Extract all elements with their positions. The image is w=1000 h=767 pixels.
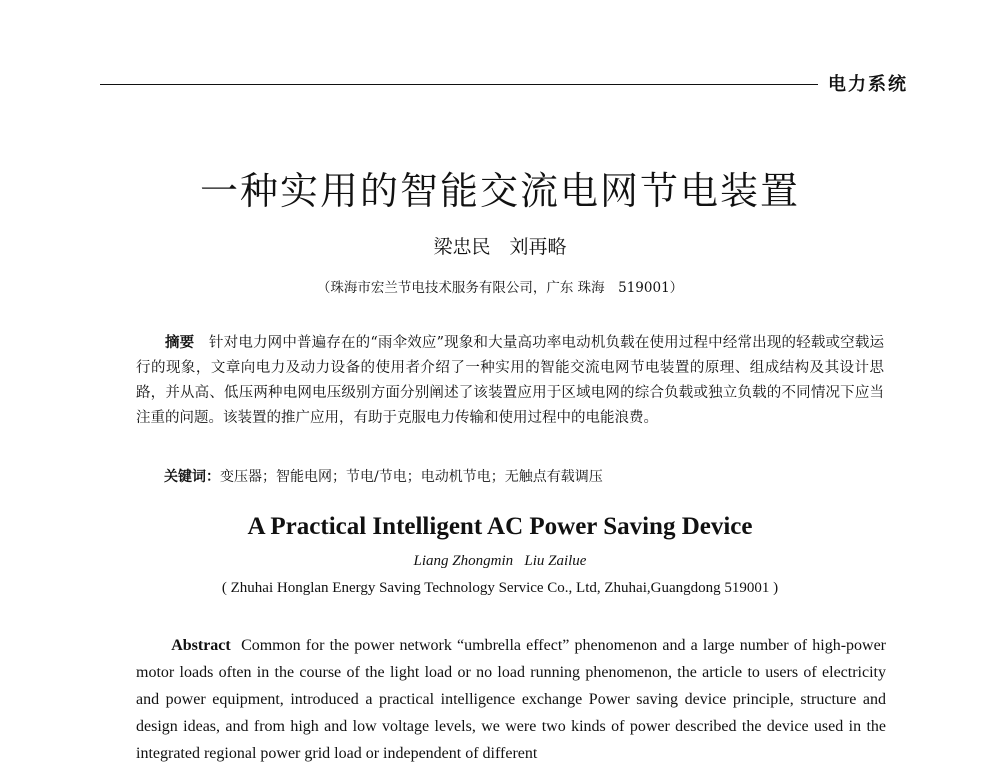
english-title: A Practical Intelligent AC Power Saving Device [247,513,753,540]
chinese-title: 一种实用的智能交流电网节电装置 [199,169,800,213]
english-abstract [136,632,886,767]
english-abstract-label: Abstract [171,637,231,654]
english-abstract-text: Common for the power network “umbrella effect” phenomenon and a large number of high-power motor loads often in the course of the light load or no load running phenomenon, the article to users of electricity and power equipment, introduced a practical intelligence exchange Power saving device principle, structure and design ideas, and from high and low voltage levels, we were two kinds of power described the device used in the integrated regional power grid load or independent of different [136,637,887,762]
chinese-authors: 梁忠民 刘再略 [433,236,567,258]
chinese-abstract [136,330,884,431]
chinese-abstract-text: 针对电力网中普遍存在的“雨伞效应”现象和大量高功率电动机负载在使用过程中经常出现的轻载或空载运行的现象，文章向电力及动力设备的使用者介绍了一种实用的智能交流电网节电装置的原理、组成结构及其设计思路，并从高、低压两种电网电压级别方面分别阐述了该装置应用于区域电网的综合负载或独立负载的不同情况下应当注重的问题。该装置的推广应用，有助于克服电力传输和使用过程中的电能浪费。 [136,335,885,426]
chinese-keywords [136,466,884,488]
english-affiliation: ( Zhuhai Honglan Energy Saving Technology Service Co., Ltd, Zhuhai,Guangdong 519001 ) [221,580,779,596]
chinese-keywords-label: 关键词： [164,469,220,485]
section-label: 电力系统 [828,74,908,95]
english-authors: Liang Zhongmin Liu Zailue [413,553,587,569]
chinese-abstract-label: 摘要 [165,334,195,351]
header-rule [100,84,818,85]
chinese-keywords-text: 变压器；智能电网；节电/节电；电动机节电；无触点有载调压 [220,469,603,485]
chinese-affiliation: （珠海市宏兰节电技术服务有限公司，广东 珠海 519001） [316,280,684,296]
